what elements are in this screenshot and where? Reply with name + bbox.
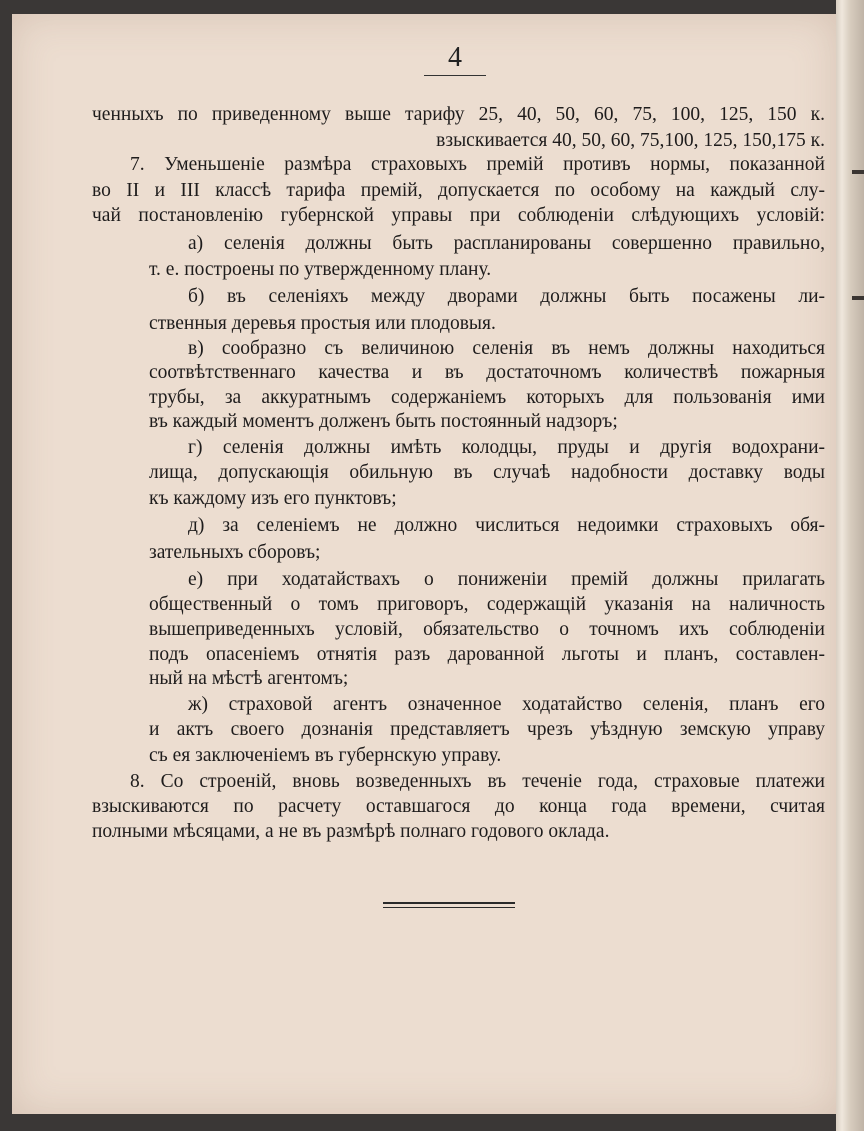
text-line: трубы, за аккуратнымъ содержаніемъ которыхъ для пользованія ими xyxy=(149,387,825,408)
text-line: 8. Со строеній, вновь возведенныхъ въ теченіе года, страховые платежи xyxy=(130,771,825,792)
text-line: и актъ своего дознанія представляетъ чрезъ уѣздную земскую управу xyxy=(149,719,825,740)
text-line: въ каждый моментъ долженъ быть постоянный надзоръ; xyxy=(149,411,618,432)
text-line: б) въ селеніяхъ между дворами должны быть посажены ли- xyxy=(188,286,825,307)
text-line: подъ опасеніемъ отнятія разъ дарованной льготы и планъ, составлен- xyxy=(149,644,825,665)
text-line: взыскивается 40, 50, 60, 75,100, 125, 150,175 к. xyxy=(436,130,825,151)
text-line: полными мѣсяцами, а не въ размѣрѣ полнаго годового оклада. xyxy=(92,821,610,842)
page-number: 4 xyxy=(448,42,462,73)
text-line: а) селенія должны быть распланированы совершенно правильно, xyxy=(188,233,825,254)
text-line: д) за селеніемъ не должно числиться недоимки страховыхъ обя- xyxy=(188,515,825,536)
text-line: г) селенія должны имѣть колодцы, пруды и другія водохрани- xyxy=(188,437,825,458)
page-number-rule xyxy=(424,75,486,76)
text-line: чай постановленію губернской управы при соблюденіи слѣдующихъ условій: xyxy=(92,205,825,226)
text-line: ный на мѣстѣ агентомъ; xyxy=(149,668,349,689)
edge-mark xyxy=(852,170,864,174)
text-line: е) при ходатайствахъ о пониженіи премій должны прилагать xyxy=(188,569,825,590)
text-line: вышеприведенныхъ условій, обязательство о точномъ ихъ соблюденіи xyxy=(149,619,825,640)
edge-mark xyxy=(852,296,864,300)
text-line: общественный о томъ приговоръ, содержащій указанія на наличность xyxy=(149,594,825,615)
text-line: зательныхъ сборовъ; xyxy=(149,542,321,563)
text-line: взыскиваются по расчету оставшагося до конца года времени, считая xyxy=(92,796,825,817)
text-line: ственныя деревья простыя или плодовыя. xyxy=(149,313,496,334)
text-line: соотвѣтственнаго качества и въ достаточномъ количествѣ пожарныя xyxy=(149,362,825,383)
text-line: ченныхъ по приведенному выше тарифу 25, 40, 50, 60, 75, 100, 125, 150 к. xyxy=(92,104,825,125)
text-line: во II и III классѣ тарифа премій, допускается по особому на каждый слу- xyxy=(92,180,825,201)
text-line: съ ея заключеніемъ въ губернскую управу. xyxy=(149,745,502,766)
text-line: къ каждому изъ его пунктовъ; xyxy=(149,488,397,509)
end-ornament-rule xyxy=(383,902,515,904)
text-line: 7. Уменьшеніе размѣра страховыхъ премій противъ нормы, показанной xyxy=(130,154,825,175)
text-line: лища, допускающія обильную въ случаѣ надобности доставку воды xyxy=(149,462,825,483)
text-line: ж) страховой агентъ означенное ходатайство селенія, планъ его xyxy=(188,694,825,715)
text-line: т. е. построены по утвержденному плану. xyxy=(149,259,492,280)
end-ornament-rule xyxy=(383,907,515,908)
text-line: в) сообразно съ величиною селенія въ немъ должны находиться xyxy=(188,338,825,359)
